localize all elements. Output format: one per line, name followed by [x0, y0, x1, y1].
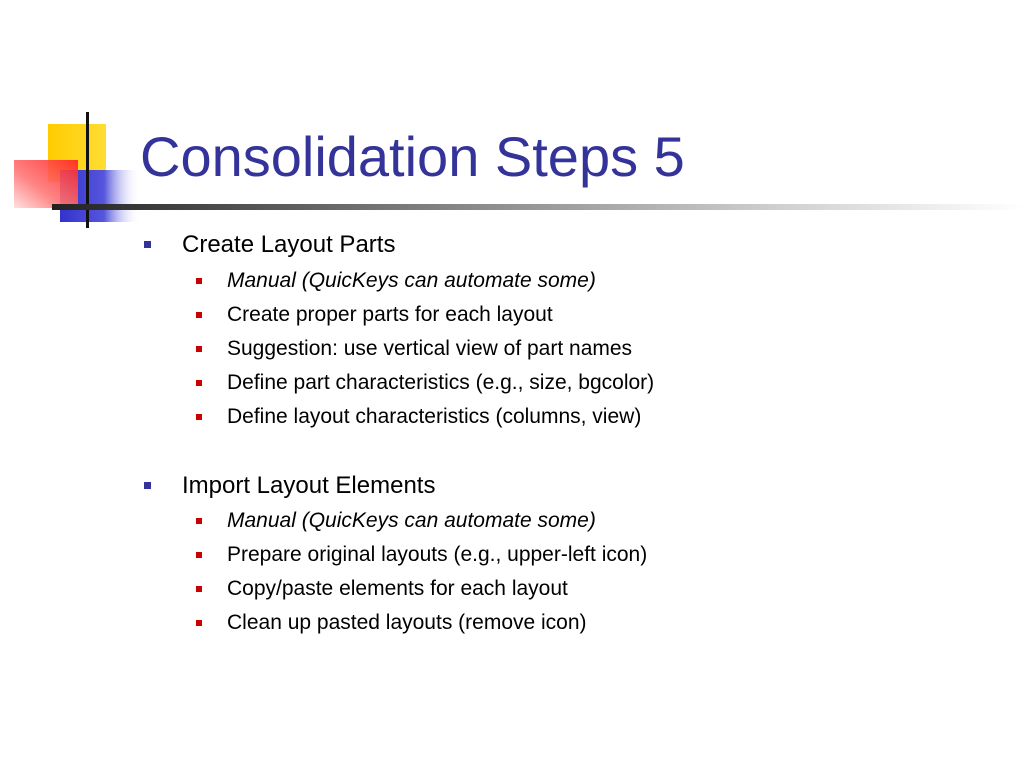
slide-title: Consolidation Steps 5	[140, 125, 685, 188]
list-item	[227, 302, 553, 328]
list-item-text: Define part characteristics (e.g., size, bgcolor)	[227, 371, 655, 394]
list-item	[227, 576, 568, 602]
bullet-square-icon	[144, 482, 151, 489]
bullet-square-icon	[196, 278, 202, 284]
bullet-square-icon	[196, 518, 202, 524]
section-heading-text: Create Layout Parts	[182, 231, 396, 258]
list-item-text: Define layout characteristics (columns, view)	[227, 405, 642, 428]
list-item	[227, 542, 647, 568]
list-item-text: Manual (QuicKeys can automate some)	[227, 509, 596, 532]
list-item	[227, 404, 641, 430]
bullet-square-icon	[196, 312, 202, 318]
list-item-text: Prepare original layouts (e.g., upper-left icon)	[227, 543, 648, 566]
list-item-text: Manual (QuicKeys can automate some)	[227, 269, 596, 292]
list-item-text: Create proper parts for each layout	[227, 303, 553, 326]
list-item-text: Suggestion: use vertical view of part names	[227, 337, 633, 360]
bullet-square-icon	[196, 346, 202, 352]
list-item-text: Copy/paste elements for each layout	[227, 577, 568, 600]
list-item	[227, 268, 596, 294]
section-heading-text: Import Layout Elements	[182, 472, 436, 499]
list-item	[227, 508, 596, 534]
section-heading	[182, 230, 395, 260]
section-heading	[182, 471, 435, 501]
list-item	[227, 610, 587, 636]
bullet-square-icon	[144, 241, 151, 248]
list-item	[227, 370, 654, 396]
bullet-square-icon	[196, 414, 202, 420]
bullet-square-icon	[196, 552, 202, 558]
list-item-text: Clean up pasted layouts (remove icon)	[227, 611, 587, 634]
bullet-square-icon	[196, 380, 202, 386]
list-item	[227, 336, 632, 362]
bullet-square-icon	[196, 586, 202, 592]
bullet-square-icon	[196, 620, 202, 626]
